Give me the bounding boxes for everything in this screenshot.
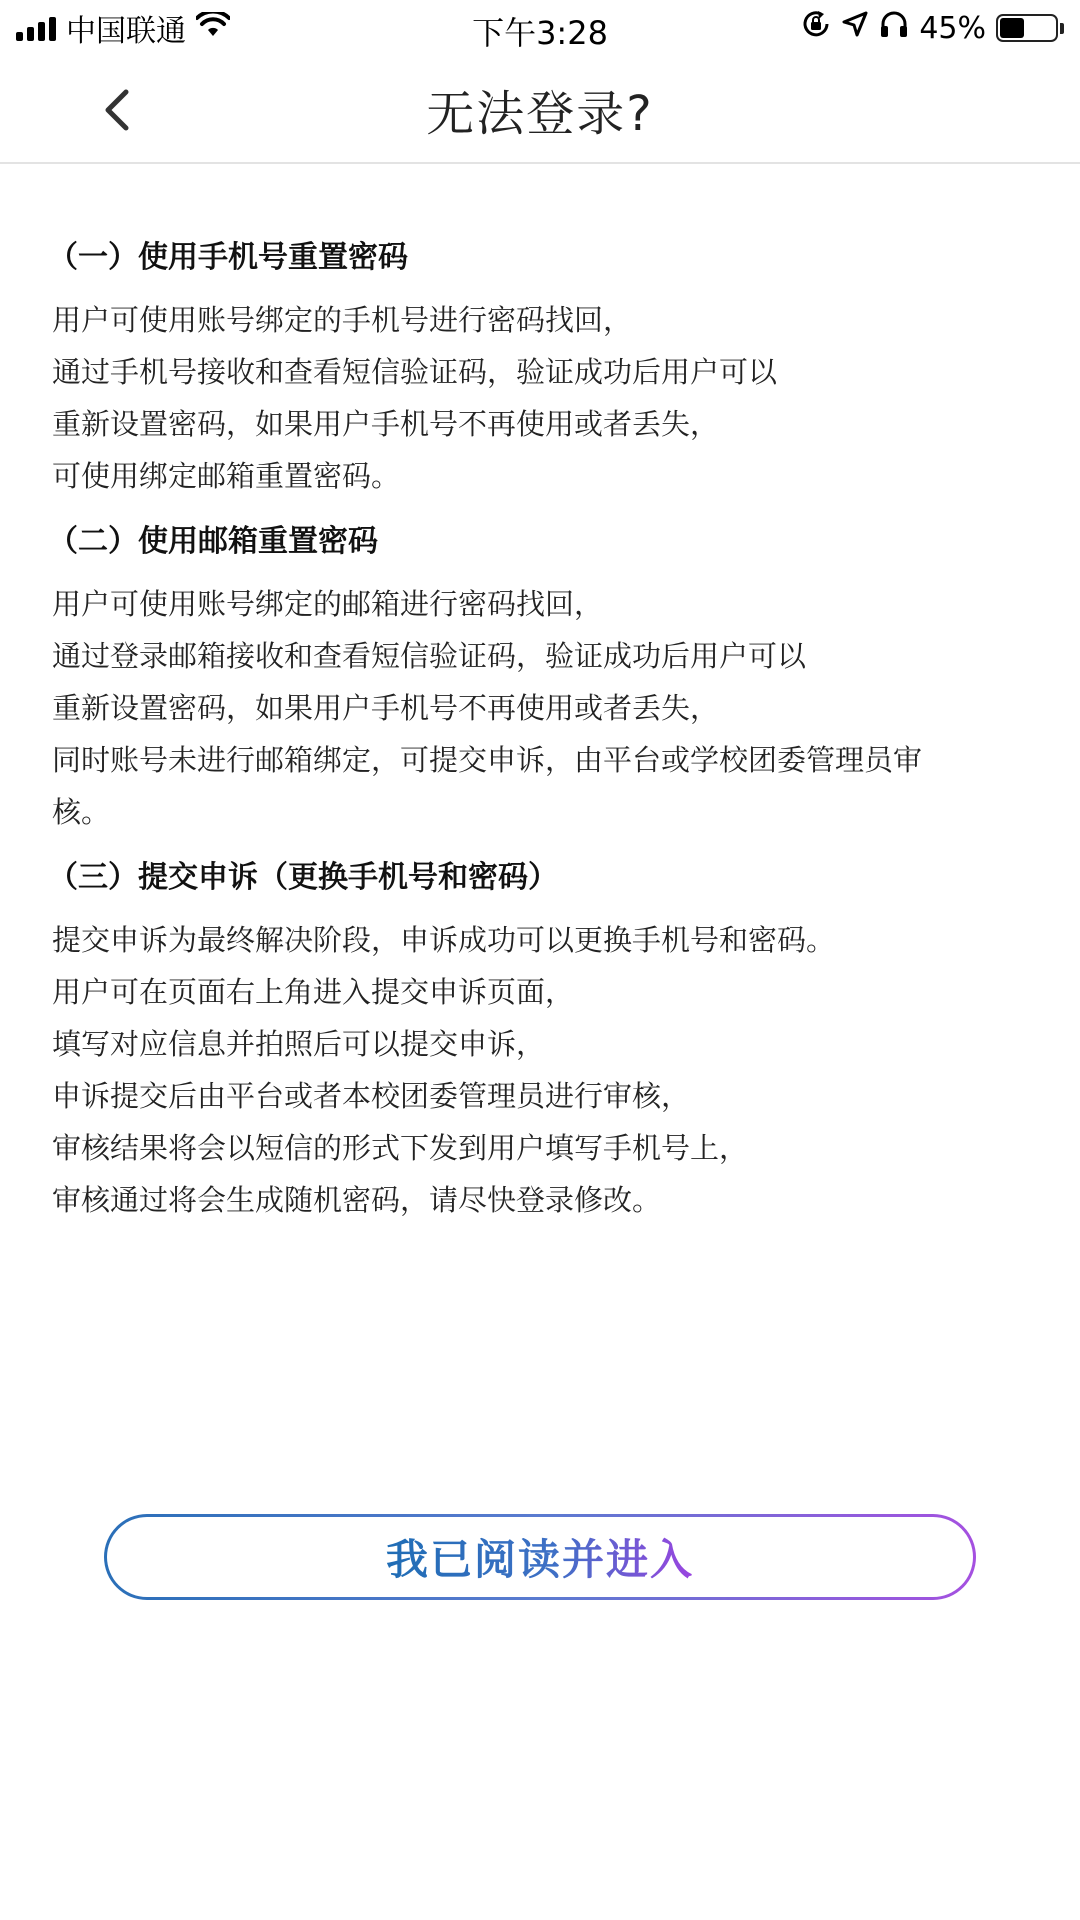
section-appeal xyxy=(48,852,1032,1226)
body-line: 重新设置密码，如果用户手机号不再使用或者丢失， xyxy=(52,691,720,725)
wifi-icon xyxy=(196,11,230,46)
status-left xyxy=(16,6,230,50)
body-line: 重新设置密码，如果用户手机号不再使用或者丢失， xyxy=(52,407,720,441)
status-bar xyxy=(0,0,1080,56)
body-line: 审核结果将会以短信的形式下发到用户填写手机号上， xyxy=(52,1131,749,1165)
battery-level xyxy=(1000,18,1024,38)
enter-button-label: 我已阅读并进入 xyxy=(386,1527,694,1587)
body-line: 可使用绑定邮箱重置密码。 xyxy=(52,459,401,493)
battery-percent: 45% xyxy=(919,10,986,46)
page-title: 无法登录? xyxy=(426,85,654,142)
orientation-lock-icon xyxy=(801,9,831,47)
section-body xyxy=(52,914,1032,1226)
headphones-icon xyxy=(879,10,909,46)
location-arrow-icon xyxy=(841,10,869,46)
body-line: 用户可在页面右上角进入提交申诉页面， xyxy=(52,975,575,1009)
status-time: 下午3:28 xyxy=(472,14,608,52)
body-line: 审核通过将会生成随机密码，请尽快登录修改。 xyxy=(52,1183,662,1217)
chevron-left-icon xyxy=(100,86,132,134)
help-content xyxy=(48,232,1032,1240)
section-email-reset xyxy=(48,516,1032,838)
section-title: （二）使用邮箱重置密码 xyxy=(48,524,378,559)
enter-button-inner xyxy=(107,1517,973,1597)
status-right xyxy=(801,9,1064,47)
section-body xyxy=(52,294,1032,502)
body-line: 用户可使用账号绑定的邮箱进行密码找回， xyxy=(52,587,604,621)
body-line: 通过手机号接收和查看短信验证码，验证成功后用户可以 xyxy=(52,355,778,389)
body-line: 填写对应信息并拍照后可以提交申诉， xyxy=(52,1027,546,1061)
body-line: 用户可使用账号绑定的手机号进行密码找回， xyxy=(52,303,633,337)
body-line: 核。 xyxy=(52,795,111,829)
back-button[interactable] xyxy=(92,80,140,140)
body-line: 同时账号未进行邮箱绑定，可提交申诉，由平台或学校团委管理员审 xyxy=(52,743,923,777)
carrier-name: 中国联通 xyxy=(66,14,186,49)
cellular-signal-icon xyxy=(16,15,56,41)
section-title: （一）使用手机号重置密码 xyxy=(48,240,408,275)
nav-header xyxy=(0,56,1080,164)
body-line: 通过登录邮箱接收和查看短信验证码，验证成功后用户可以 xyxy=(52,639,807,673)
section-title: （三）提交申诉（更换手机号和密码） xyxy=(48,860,558,895)
body-line: 提交申诉为最终解决阶段，申诉成功可以更换手机号和密码。 xyxy=(52,923,836,957)
battery-icon xyxy=(996,14,1064,42)
section-body xyxy=(52,578,1032,838)
section-phone-reset xyxy=(48,232,1032,502)
body-line: 申诉提交后由平台或者本校团委管理员进行审核， xyxy=(52,1079,691,1113)
read-and-enter-button[interactable] xyxy=(104,1514,976,1600)
